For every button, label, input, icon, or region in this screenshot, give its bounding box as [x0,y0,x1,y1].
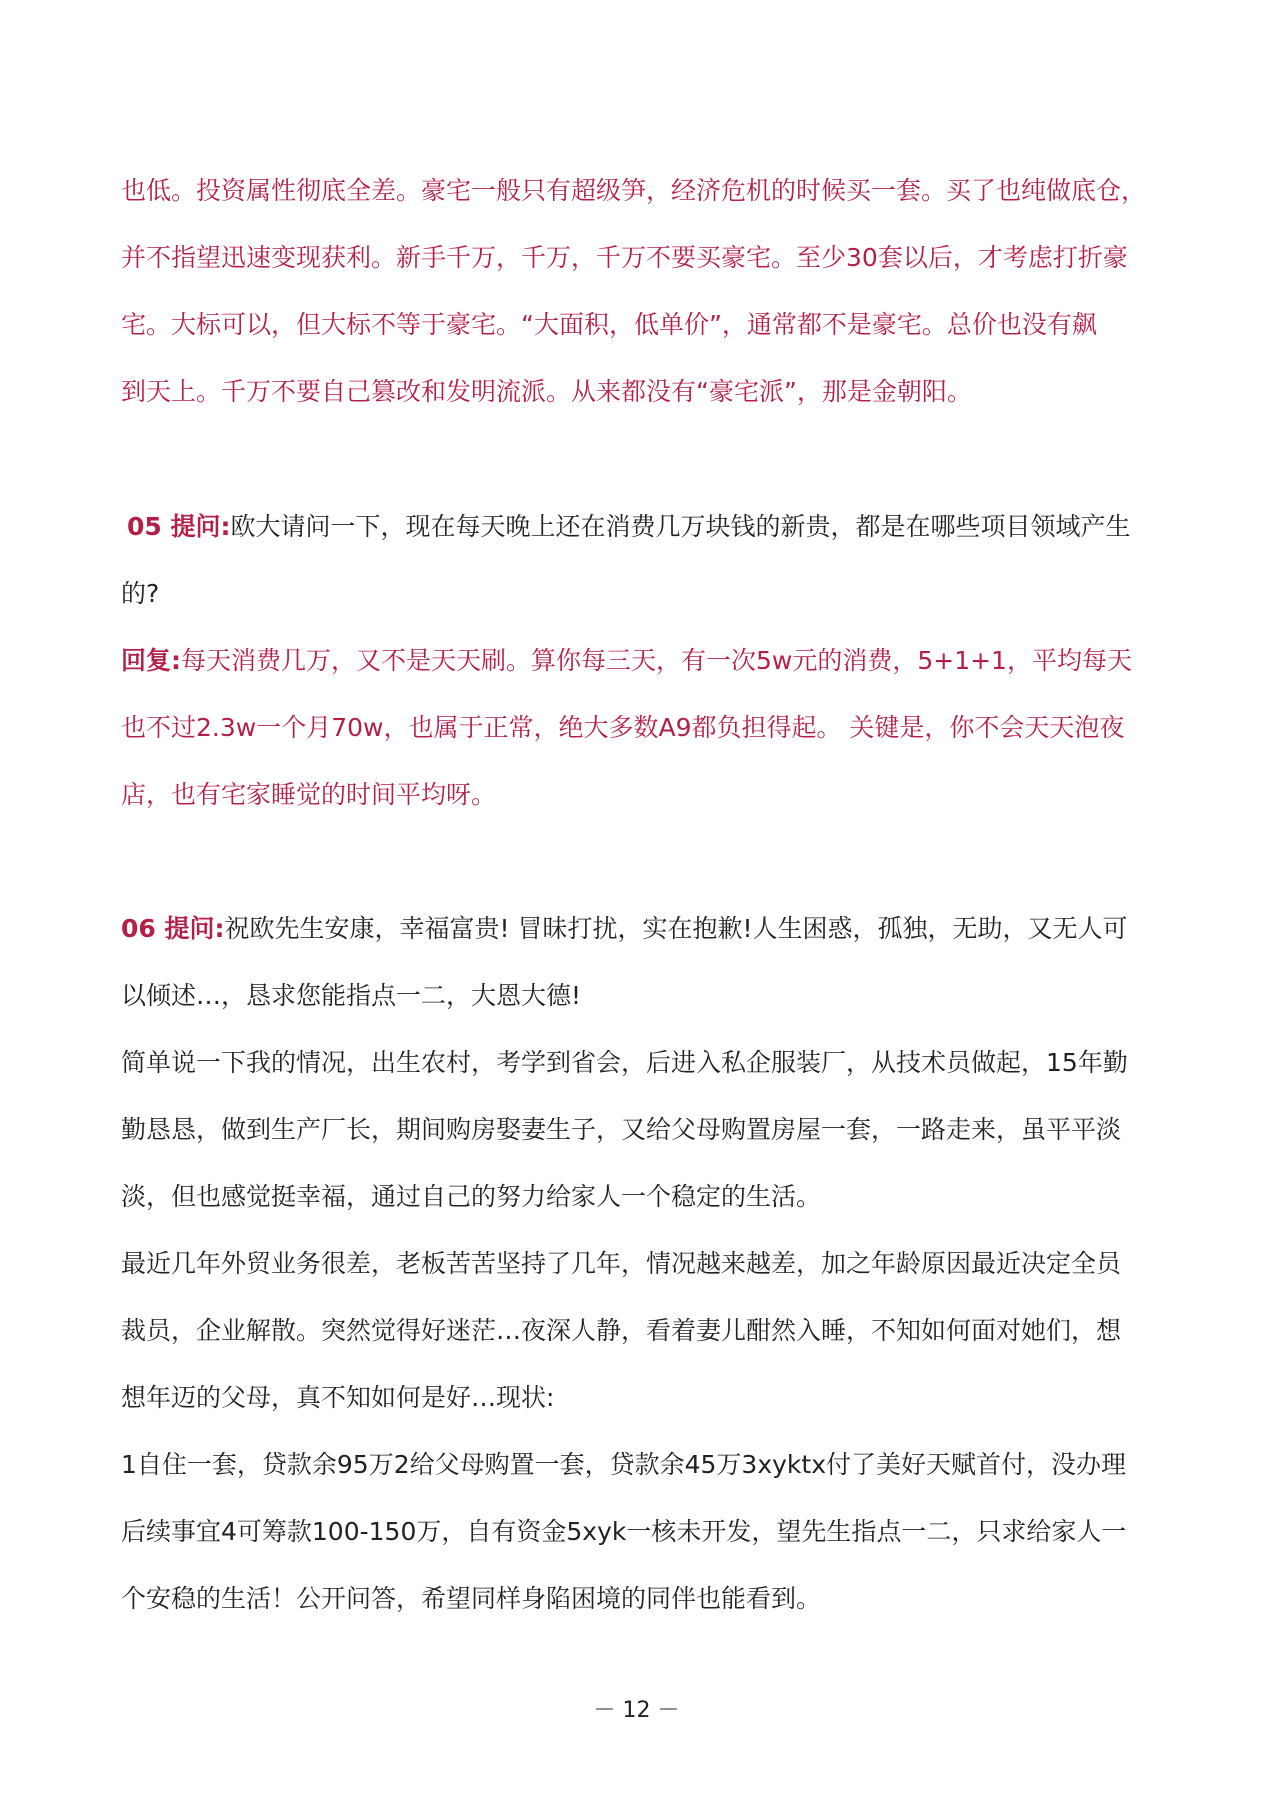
question-06-line: 简单说一下我的情况，出生农村，考学到省会，后进入私企服装厂，从技术员做起，15年勤 [121,1048,1128,1077]
answer-label: 回复: [121,646,181,675]
question-06-line: 1自住一套，贷款余95万2给父母购置一套，贷款余45万3xyktx付了美好天赋首付，没办理 [121,1450,1127,1479]
page-number: － 12 － [593,1698,680,1723]
answer-05-line: 店，也有宅家睡觉的时间平均呀。 [121,780,497,809]
question-06-line: 以倾述…，恳求您能指点一二，大恩大德! [121,981,582,1010]
question-text: 欧大请问一下，现在每天晚上还在消费几万块钱的新贵，都是在哪些项目领域产生 [230,512,1131,541]
question-06-line: 最近几年外贸业务很差，老板苦苦坚持了几年，情况越来越差，加之年龄原因最近决定全员 [121,1249,1122,1278]
question-05-line: 的? [121,579,160,608]
question-06-line: 想年迈的父母，真不知如何是好…现状: [121,1383,555,1412]
paragraph-line: 也低。投资属性彻底全差。豪宅一般只有超级笋，经济危机的时候买一套。买了也纯做底仓， [121,176,1147,205]
question-06-line: 个安稳的生活！公开问答，希望同样身陷困境的同伴也能看到。 [121,1584,822,1613]
question-label: 06 提问: [121,914,225,943]
answer-text: 每天消费几万，又不是天天刷。算你每三天，有一次5w元的消费，5+1+1，平均每天 [181,646,1132,675]
question-06-line [121,911,1157,947]
question-06-line: 淡，但也感觉挺幸福，通过自己的努力给家人一个稳定的生活。 [121,1182,822,1211]
answer-05-line: 也不过2.3w一个月70w，也属于正常，绝大多数A9都负担得起。 关键是，你不会天天泡夜 [121,713,1125,742]
question-06-line: 后续事宜4可筹款100-150万，自有资金5xyk一核未开发，望先生指点一二，只求给家人一 [121,1517,1127,1546]
question-05-line [127,509,1157,545]
question-label: 05 提问: [127,512,231,541]
question-text: 祝欧先生安康，幸福富贵! 冒昧打扰，实在抱歉!人生困惑，孤独，无助，又无人可 [224,914,1128,943]
question-06-line: 裁员，企业解散。突然觉得好迷茫…夜深人静，看着妻儿酣然入睡，不知如何面对她们，想 [121,1316,1122,1345]
question-06-line: 勤恳恳，做到生产厂长，期间购房娶妻生子，又给父母购置房屋一套，一路走来，虽平平淡 [121,1115,1122,1144]
paragraph-line: 宅。大标可以，但大标不等于豪宅。“大面积，低单价”，通常都不是豪宅。总价也没有飙 [121,310,1097,339]
paragraph-line: 并不指望迅速变现获利。新手千万，千万，千万不要买豪宅。至少30套以后，才考虑打折豪 [121,243,1128,272]
answer-05-line [121,643,1157,679]
paragraph-line: 到天上。千万不要自己篡改和发明流派。从来都没有“豪宅派”，那是金朝阳。 [121,377,972,406]
